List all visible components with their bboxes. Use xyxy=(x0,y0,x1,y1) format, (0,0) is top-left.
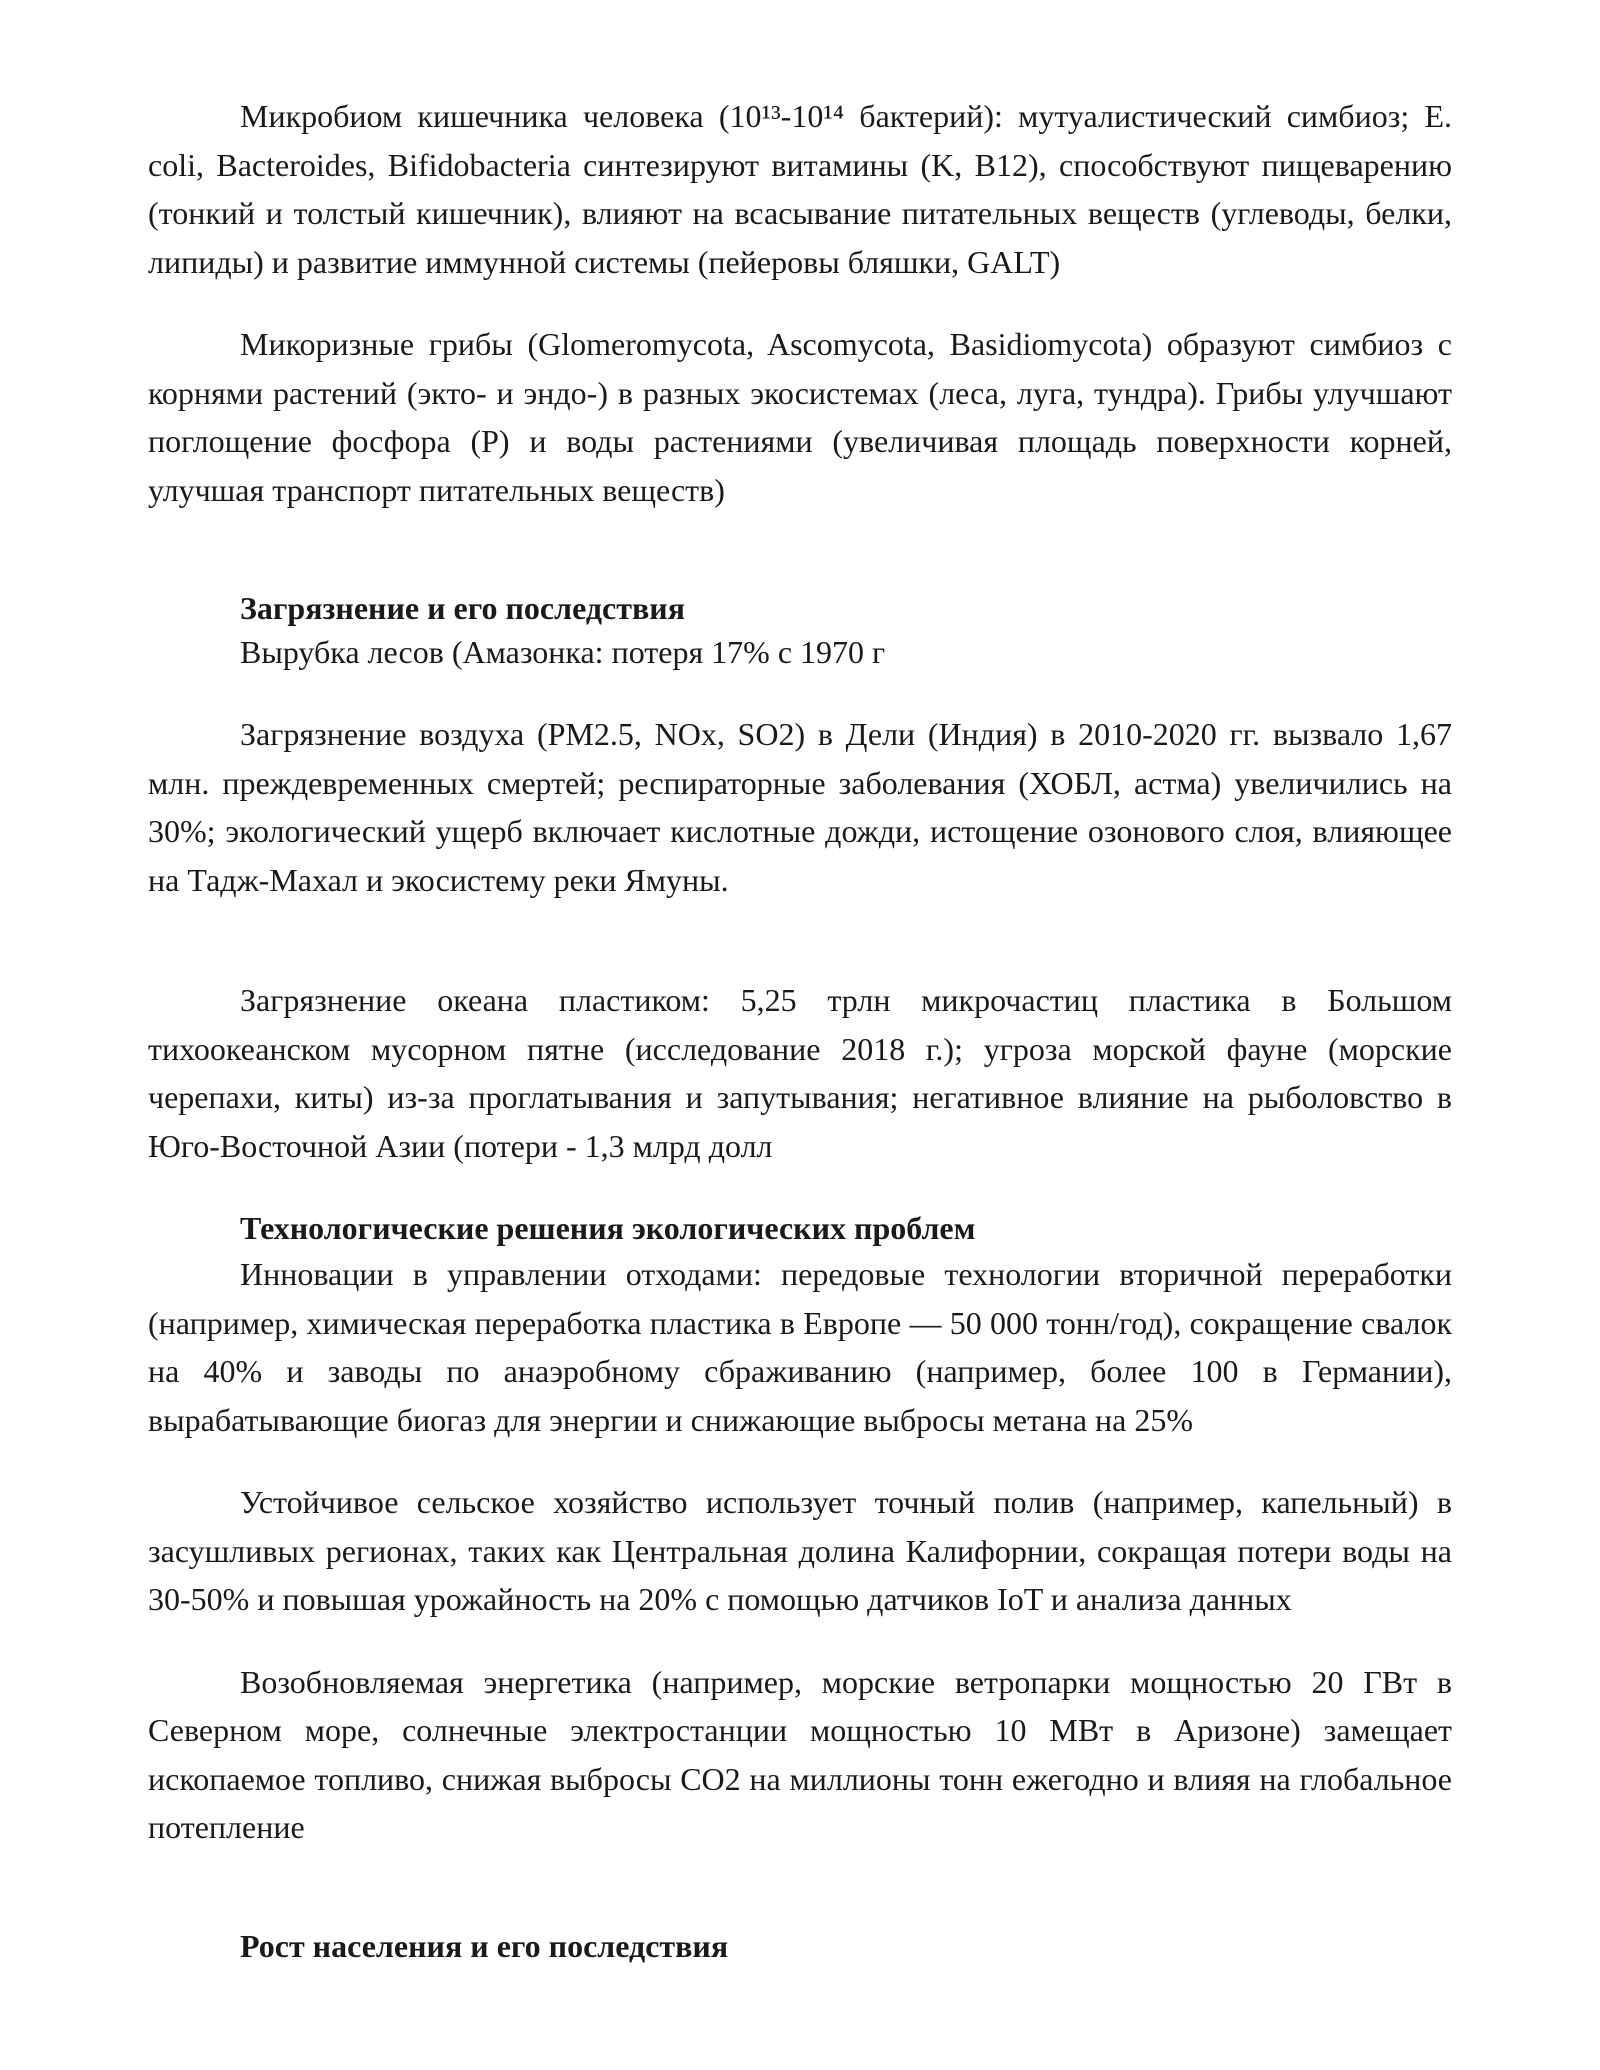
paragraph-gut-microbiome: Микробиом кишечника человека (10¹³-10¹⁴ бактерий): мутуалистический симбиоз; E. coli, Bacteroides, Bifidobacteria синтезируют витамины (K, B12), способствуют пищеварению (тонкий и толстый кишечник), влияют на всасывание питательных веществ (углеводы, белки, липиды) и развитие иммунной системы (пейеровы бляшки, GALT) xyxy=(148,98,1452,280)
spacer xyxy=(148,1852,1452,1924)
section-heading-population-growth: Рост населения и его последствия xyxy=(240,1927,729,1964)
paragraph-waste-management: Инновации в управлении отходами: передовые технологии вторичной переработки (например, химическая переработка пластика в Европе — 50 000 тонн/год), сокращение свалок на 40% и заводы по анаэробному сбраживанию (например, более 100 в Германии), вырабатывающие биогаз для энергии и снижающие выбросы метана на 25% xyxy=(148,1256,1452,1438)
paragraph-sustainable-agriculture: Устойчивое сельское хозяйство использует точный полив (например, капельный) в засушливых регионах, таких как Центральная долина Калифорнии, сокращая потери воды на 30-50% и повышая урожайность на 20% с помощью датчиков IoT и анализа данных xyxy=(148,1484,1452,1617)
paragraph-deforestation: Вырубка лесов (Амазонка: потеря 17% с 1970 г xyxy=(240,634,886,670)
spacer xyxy=(148,1624,1452,1658)
spacer xyxy=(148,1170,1452,1206)
spacer xyxy=(148,904,1452,976)
document-page xyxy=(148,92,1452,1968)
section-heading-tech-solutions: Технологические решения экологических проблем xyxy=(240,1210,976,1246)
paragraph-ocean-plastic: Загрязнение океана пластиком: 5,25 трлн микрочастиц пластика в Большом тихоокеанском мусорном пятне (исследование 2018 г.); угроза морской фауне (морские черепахи, киты) из-за проглатывания и запутывания; негативное влияние на рыболовство в Юго-Восточной Азии (потери - 1,3 млрд долл xyxy=(148,982,1452,1164)
spacer xyxy=(148,674,1452,710)
spacer xyxy=(148,286,1452,320)
spacer xyxy=(148,514,1452,586)
paragraph-renewable-energy: Возобновляемая энергетика (например, морские ветропарки мощностью 20 ГВт в Северном море, солнечные электростанции мощностью 10 МВт в Аризоне) замещает ископаемое топливо, снижая выбросы CO2 на миллионы тонн ежегодно и влияя на глобальное потепление xyxy=(148,1663,1452,1845)
spacer xyxy=(148,1444,1452,1478)
paragraph-mycorrhizal-fungi: Микоризные грибы (Glomeromycota, Ascomycota, Basidiomycota) образуют симбиоз с корнями растений (экто- и эндо-) в разных экосистемах (леса, луга, тундра). Грибы улучшают поглощение фосфора (P) и воды растениями (увеличивая площадь поверхности корней, улучшая транспорт питательных веществ) xyxy=(148,326,1452,508)
paragraph-air-pollution: Загрязнение воздуха (PM2.5, NOx, SO2) в Дели (Индия) в 2010-2020 гг. вызвало 1,67 млн. преждевременных смертей; респираторные заболевания (ХОБЛ, астма) увеличились на 30%; экологический ущерб включает кислотные дожди, истощение озонового слоя, влияющее на Тадж-Махал и экосистему реки Ямуны. xyxy=(148,716,1452,898)
section-heading-pollution: Загрязнение и его последствия xyxy=(240,590,685,626)
